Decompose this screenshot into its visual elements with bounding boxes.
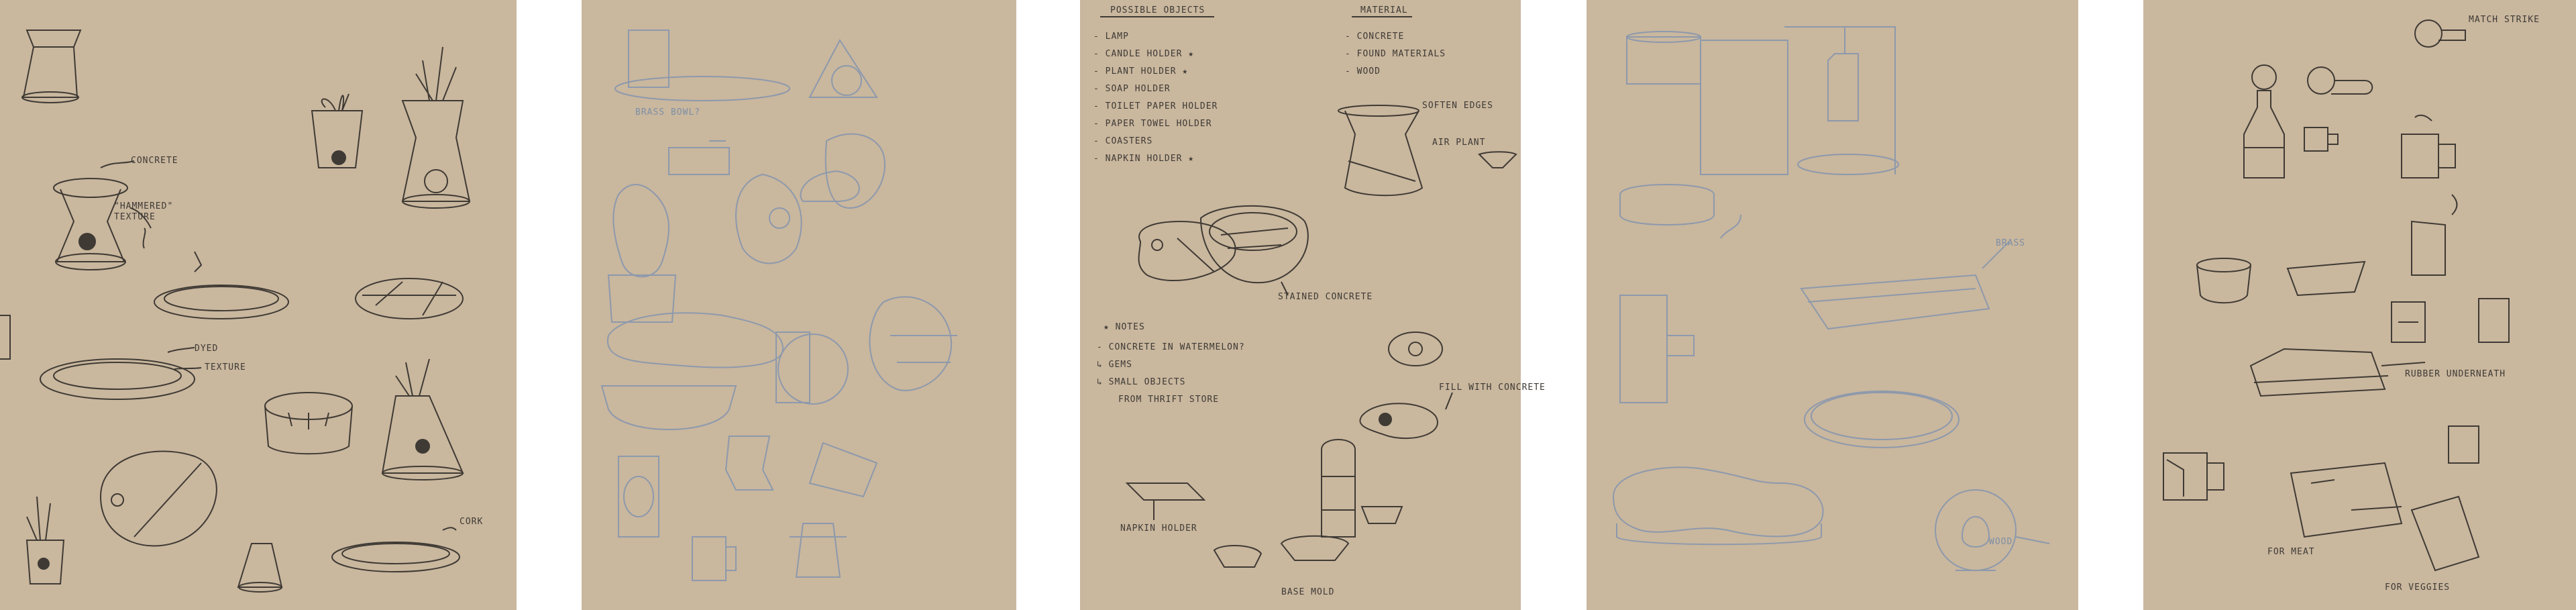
sketch-page-4: [1587, 0, 2078, 610]
objects-list-item: - TOILET PAPER HOLDER: [1093, 101, 1218, 111]
heading-possible-objects: POSSIBLE OBJECTS: [1110, 5, 1205, 15]
objects-list-item: - PAPER TOWEL HOLDER: [1093, 119, 1212, 129]
heading-material: MATERIAL: [1360, 5, 1408, 15]
label-napkin-holder: NAPKIN HOLDER: [1120, 523, 1197, 533]
label-fill-with-concrete: FILL WITH CONCRETE: [1439, 383, 1546, 393]
pencil-sketches-page-4: [1587, 0, 2078, 610]
note-concrete: CONCRETE: [131, 156, 178, 166]
sketch-page-1: [0, 0, 517, 610]
label-soften-edges: SOFTEN EDGES: [1422, 101, 1493, 111]
note-brass: BRASS: [1996, 238, 2026, 248]
label-air-plant: AIR PLANT: [1432, 138, 1486, 148]
objects-list-item: - NAPKIN HOLDER ★: [1093, 154, 1195, 164]
materials-list: [1345, 28, 1446, 81]
objects-list-item: - CANDLE HOLDER ★: [1093, 49, 1195, 59]
note-rubber-underneath: RUBBER UNDERNEATH: [2405, 369, 2506, 379]
note-cork: CORK: [460, 517, 484, 527]
pencil-sketches-page-1: [0, 0, 517, 610]
pencil-sketches-page-5: [2143, 0, 2576, 610]
label-base-mold: BASE MOLD: [1281, 587, 1335, 597]
note-texture-1: TEXTURE: [114, 212, 156, 222]
note-dyed: DYED: [195, 344, 219, 354]
note-hammered: "HAMMERED": [114, 201, 174, 211]
objects-list-item: - SOAP HOLDER: [1093, 84, 1171, 94]
objects-list: [1093, 28, 1218, 168]
materials-list-item: - WOOD: [1345, 66, 1381, 77]
sketch-page-5: [2143, 0, 2576, 610]
note-wood: WOOD: [1989, 537, 2013, 547]
label-stained-concrete: STAINED CONCRETE: [1278, 292, 1373, 302]
materials-list-item: - FOUND MATERIALS: [1345, 49, 1446, 59]
notes-list: [1097, 339, 1245, 409]
materials-list-item: - CONCRETE: [1345, 32, 1405, 42]
notes-list-item: ↳ SMALL OBJECTS: [1097, 377, 1186, 387]
objects-list-item: - PLANT HOLDER ★: [1093, 66, 1189, 77]
notes-list-item: ↳ GEMS: [1097, 360, 1132, 370]
sketch-page-3: [1080, 0, 1546, 610]
note-for-meat: FOR MEAT: [2267, 547, 2315, 557]
notes-heading: ★ NOTES: [1104, 322, 1145, 332]
pencil-sketches-page-2: [582, 0, 1016, 610]
objects-list-item: - COASTERS: [1093, 136, 1153, 146]
objects-list-item: - LAMP: [1093, 32, 1129, 42]
sketch-page-2: [582, 0, 1016, 610]
note-texture-2: TEXTURE: [205, 362, 246, 372]
notes-list-item: - CONCRETE IN WATERMELON?: [1097, 342, 1245, 352]
note-match-strike: MATCH STRIKE: [2469, 15, 2540, 25]
note-brass-bowl: BRASS BOWL?: [635, 107, 701, 117]
note-for-veggies: FOR VEGGIES: [2385, 582, 2451, 593]
notes-list-item: FROM THRIFT STORE: [1118, 395, 1220, 405]
